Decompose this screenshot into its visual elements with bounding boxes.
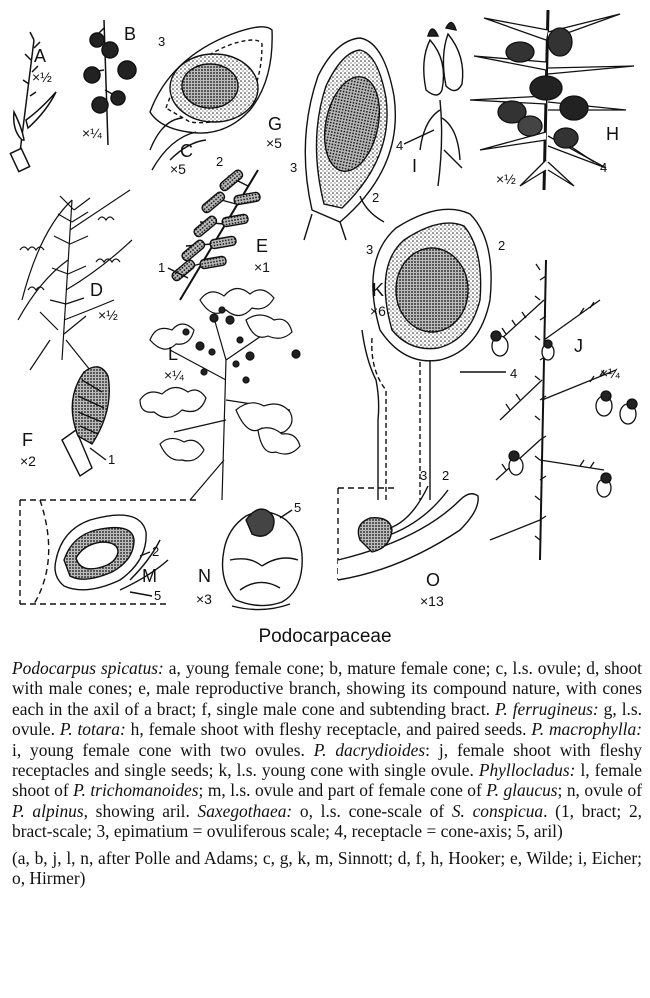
figure-h xyxy=(470,10,634,190)
figure-a-letter: A xyxy=(34,46,47,66)
figure-h-letter: H xyxy=(606,124,619,144)
caption-taxon: P. totara: xyxy=(59,719,126,740)
caption-text: ; m, l.s. ovule and part of female cone of xyxy=(198,780,487,801)
figure-f-scale: ×2 xyxy=(20,453,36,469)
caption-taxon: Podocarpus spicatus: xyxy=(12,658,164,678)
figure-k-scale: ×6 xyxy=(370,303,386,319)
figure-f-letter: F xyxy=(22,430,33,450)
figure-g xyxy=(266,38,395,240)
caption-body xyxy=(12,658,642,842)
caption-species: P. glaucus xyxy=(486,780,558,801)
figure-f xyxy=(20,367,115,476)
figure-o-letter: O xyxy=(426,570,441,590)
figure-c-part-3: 3 xyxy=(158,34,166,49)
figure-g-scale: ×5 xyxy=(266,135,282,151)
figure-k-part-4: 4 xyxy=(510,366,518,381)
caption-species: P. alpinus xyxy=(12,800,84,821)
caption-taxon: P. macrophylla: xyxy=(531,719,642,740)
figure-g-part-2: 2 xyxy=(372,190,380,205)
figure-l-letter: L xyxy=(168,344,179,364)
caption-text: . xyxy=(543,800,548,821)
figure-h-part-4: 4 xyxy=(600,160,608,175)
figure-m-part-2: 2 xyxy=(152,544,160,559)
figure-b-scale: ×¼ xyxy=(82,125,102,141)
figure-n-part-5: 5 xyxy=(294,500,302,515)
figure-a xyxy=(10,32,56,172)
figure-a-scale: ×½ xyxy=(32,69,52,85)
figure-f-part-1: 1 xyxy=(108,452,116,467)
figure-j-scale: ×¼ xyxy=(600,365,620,381)
caption-taxon: Phyllocladus: xyxy=(478,760,576,781)
figure-i-part-4: 4 xyxy=(396,138,404,153)
figure-g-letter: G xyxy=(268,114,283,134)
figure-n xyxy=(196,500,302,610)
caption-text: o, l.s. cone-scale of xyxy=(292,800,452,821)
caption-text: h, female shoot with fleshy receptacle, and paired seeds. xyxy=(125,719,532,740)
figure-i xyxy=(396,22,463,186)
figure-k xyxy=(362,209,517,500)
caption-taxon: Saxegothaea: xyxy=(197,800,293,821)
plate-title: Podocarpaceae xyxy=(258,626,392,647)
figure-o xyxy=(338,468,478,609)
caption-text: l, female shoot of xyxy=(12,760,642,801)
figure-k-part-3: 3 xyxy=(366,242,374,257)
figure-n-scale: ×3 xyxy=(196,591,212,607)
figure-j xyxy=(490,260,637,560)
figure-g-part-3: 3 xyxy=(290,160,298,175)
figure-m-part-5: 5 xyxy=(154,588,162,603)
figure-d-scale: ×½ xyxy=(98,307,118,323)
figure-e-letter: E xyxy=(256,236,269,256)
figure-e xyxy=(158,169,270,300)
figure-c-letter: C xyxy=(180,141,193,161)
figure-o-part-2: 2 xyxy=(442,468,450,483)
caption-taxon: P. dacrydioides xyxy=(313,739,426,760)
figure-o-scale: ×13 xyxy=(420,593,444,609)
figure-d xyxy=(18,190,132,370)
caption-text: i, young female cone with two ovules. xyxy=(12,739,314,760)
figure-k-letter: K xyxy=(372,280,385,300)
figure-c-scale: ×5 xyxy=(170,161,186,177)
figure-caption xyxy=(12,658,642,888)
figure-l xyxy=(140,288,300,500)
figure-e-part-1: 1 xyxy=(158,260,166,275)
figure-m xyxy=(20,500,196,604)
caption-key: (1, bract; 2, bract-scale; 3, epimatium = ovuliferous scale; 4, receptacle = cone-axis; 5, aril) xyxy=(12,800,642,842)
caption-text: , showing aril. xyxy=(83,800,198,821)
figure-c-part-2: 2 xyxy=(216,154,224,169)
figure-j-letter: J xyxy=(574,336,583,356)
figure-d-letter: D xyxy=(90,280,103,300)
figure-n-letter: N xyxy=(198,566,211,586)
figure-i-letter: I xyxy=(412,156,418,176)
figure-k-part-2: 2 xyxy=(498,238,506,253)
figure-e-scale: ×1 xyxy=(254,259,270,275)
caption-text: : j, female shoot with fleshy receptacles and single seeds; k, l.s. young cone with single ovule. xyxy=(12,739,642,781)
figure-h-scale: ×½ xyxy=(496,171,516,187)
caption-text: g, l.s. ovule. xyxy=(12,698,642,740)
caption-credits: (a, b, j, l, n, after Polle and Adams; c, g, k, m, Sinnott; d, f, h, Hooker; e, Wilde; i, Eicher; o, Hirmer) xyxy=(12,847,642,889)
figure-l-scale: ×¼ xyxy=(164,367,184,383)
caption-text: a, young female cone; b, mature female cone; c, l.s. ovule; d, shoot with male cones; e, male reproductive branch, showing its compound nature, with cones each in the axil of a bract; f, single male cone and subtending bract. xyxy=(12,658,642,719)
caption-species: S. conspicua xyxy=(451,800,544,821)
figure-b xyxy=(82,20,136,145)
caption-taxon: P. ferrugineus: xyxy=(495,698,599,719)
caption-species: P. trichomanoides xyxy=(73,780,199,801)
figure-c xyxy=(150,27,272,177)
figure-m-letter: M xyxy=(142,566,157,586)
figure-b-letter: B xyxy=(124,24,137,44)
figure-o-part-3: 3 xyxy=(420,468,428,483)
caption-text: ; n, ovule of xyxy=(557,780,642,801)
